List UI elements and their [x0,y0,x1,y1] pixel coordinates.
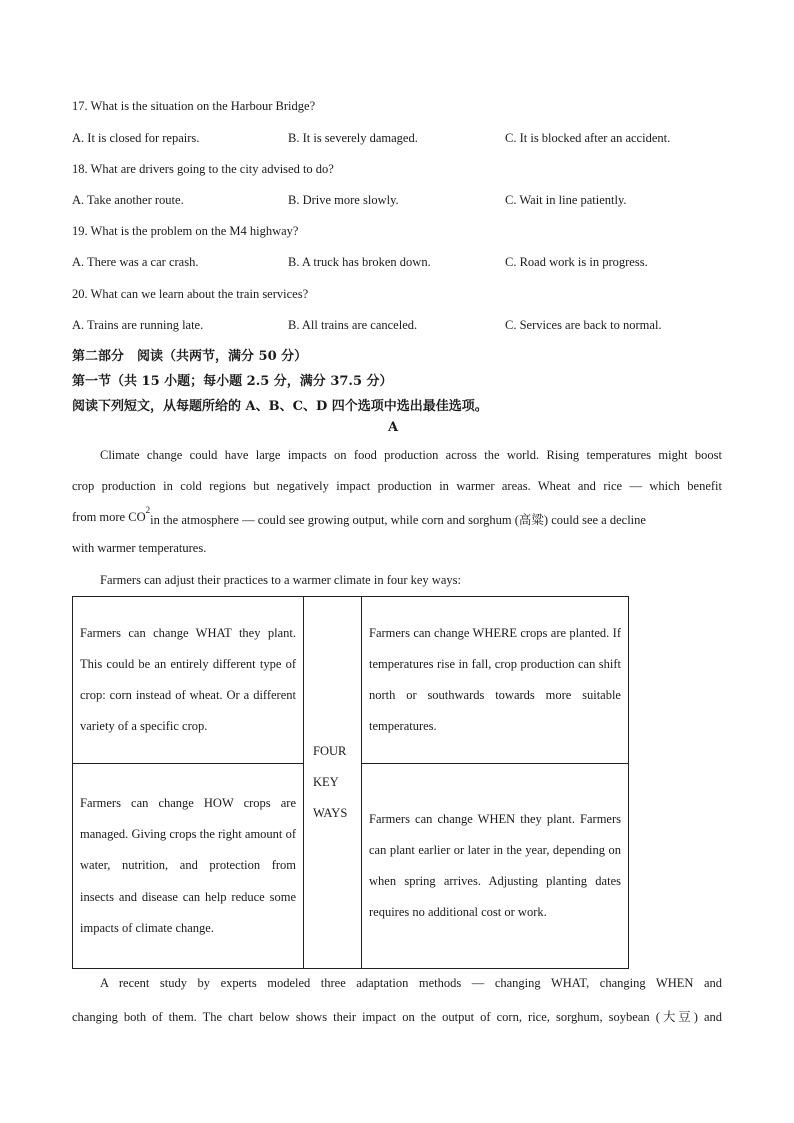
question-18-option-c: C. Wait in line patiently. [505,193,627,207]
cell-change-what: Farmers can change WHAT they plant. This could be an entirely different type of crop: corn instead of wheat. Or a different variety of a specific crop. [73,597,304,764]
question-20-option-b: B. All trains are canceled. [288,318,418,332]
question-20-option-c: C. Services are back to normal. [505,318,662,332]
question-17: 17. What is the situation on the Harbour Bridge? [72,99,316,113]
question-17-option-c: C. It is blocked after an accident. [505,131,671,145]
question-18: 18. What are drivers going to the city advised to do? [72,162,334,176]
passage-p2: Farmers can adjust their practices to a warmer climate in four key ways: [100,573,461,587]
passage-p3-line1: A recent study by experts modeled three adaptation methods — changing WHAT, changing WHEN and [100,976,722,990]
cell-change-how: Farmers can change HOW crops are managed. Giving crops the right amount of water, nutrition, and protection from insects and disease can help reduce some impacts of climate change. [73,764,304,969]
passage-p1-line2: crop production in cold regions but negatively impact production in warmer areas. Wheat and rice — which benefit [72,479,722,493]
cell-change-where: Farmers can change WHERE crops are planted. If temperatures rise in fall, crop production can shift north or southwards towards more suitable temperatures. [362,597,629,764]
co2-subscript: 2 [145,505,151,515]
question-17-option-a: A. It is closed for repairs. [72,131,200,145]
question-20: 20. What can we learn about the train services? [72,287,309,301]
passage-p1-line3-after: in the atmosphere — could see growing output, while corn and sorghum (高粱) could see a decline [150,513,646,527]
cell-four-key-ways: FOUR KEY WAYS [304,597,362,969]
question-17-option-b: B. It is severely damaged. [288,131,418,145]
instruction: 阅读下列短文，从每题所给的 A、B、C、D 四个选项中选出最佳选项。 [72,399,488,414]
cell-change-when: Farmers can change WHEN they plant. Farmers can plant earlier or later in the year, depending on when spring arrives. Adjusting planting dates requires no additional cost or work. [362,764,629,969]
question-19-option-b: B. A truck has broken down. [288,255,431,269]
passage-p1-line1: Climate change could have large impacts on food production across the world. Rising temperatures might boost [100,448,722,462]
question-19: 19. What is the problem on the M4 highway? [72,224,299,238]
question-19-option-c: C. Road work is in progress. [505,255,648,269]
passage-p1-line3-before: from more CO [72,510,146,524]
passage-p1-line4: with warmer temperatures. [72,541,207,555]
four-key-ways-table [72,596,629,969]
question-18-option-a: A. Take another route. [72,193,184,207]
sub-heading: 第一节（共 15 小题；每小题 2.5 分，满分 37.5 分） [72,374,393,389]
question-18-option-b: B. Drive more slowly. [288,193,399,207]
question-19-option-a: A. There was a car crash. [72,255,199,269]
passage-label: A [388,420,399,435]
passage-p3-line2: changing both of them. The chart below shows their impact on the output of corn, rice, sorghum, soybean (大豆) and [72,1010,722,1024]
question-20-option-a: A. Trains are running late. [72,318,204,332]
part-heading: 第二部分 阅读（共两节，满分 50 分） [72,349,308,364]
passage-p1-line3 [72,505,722,528]
